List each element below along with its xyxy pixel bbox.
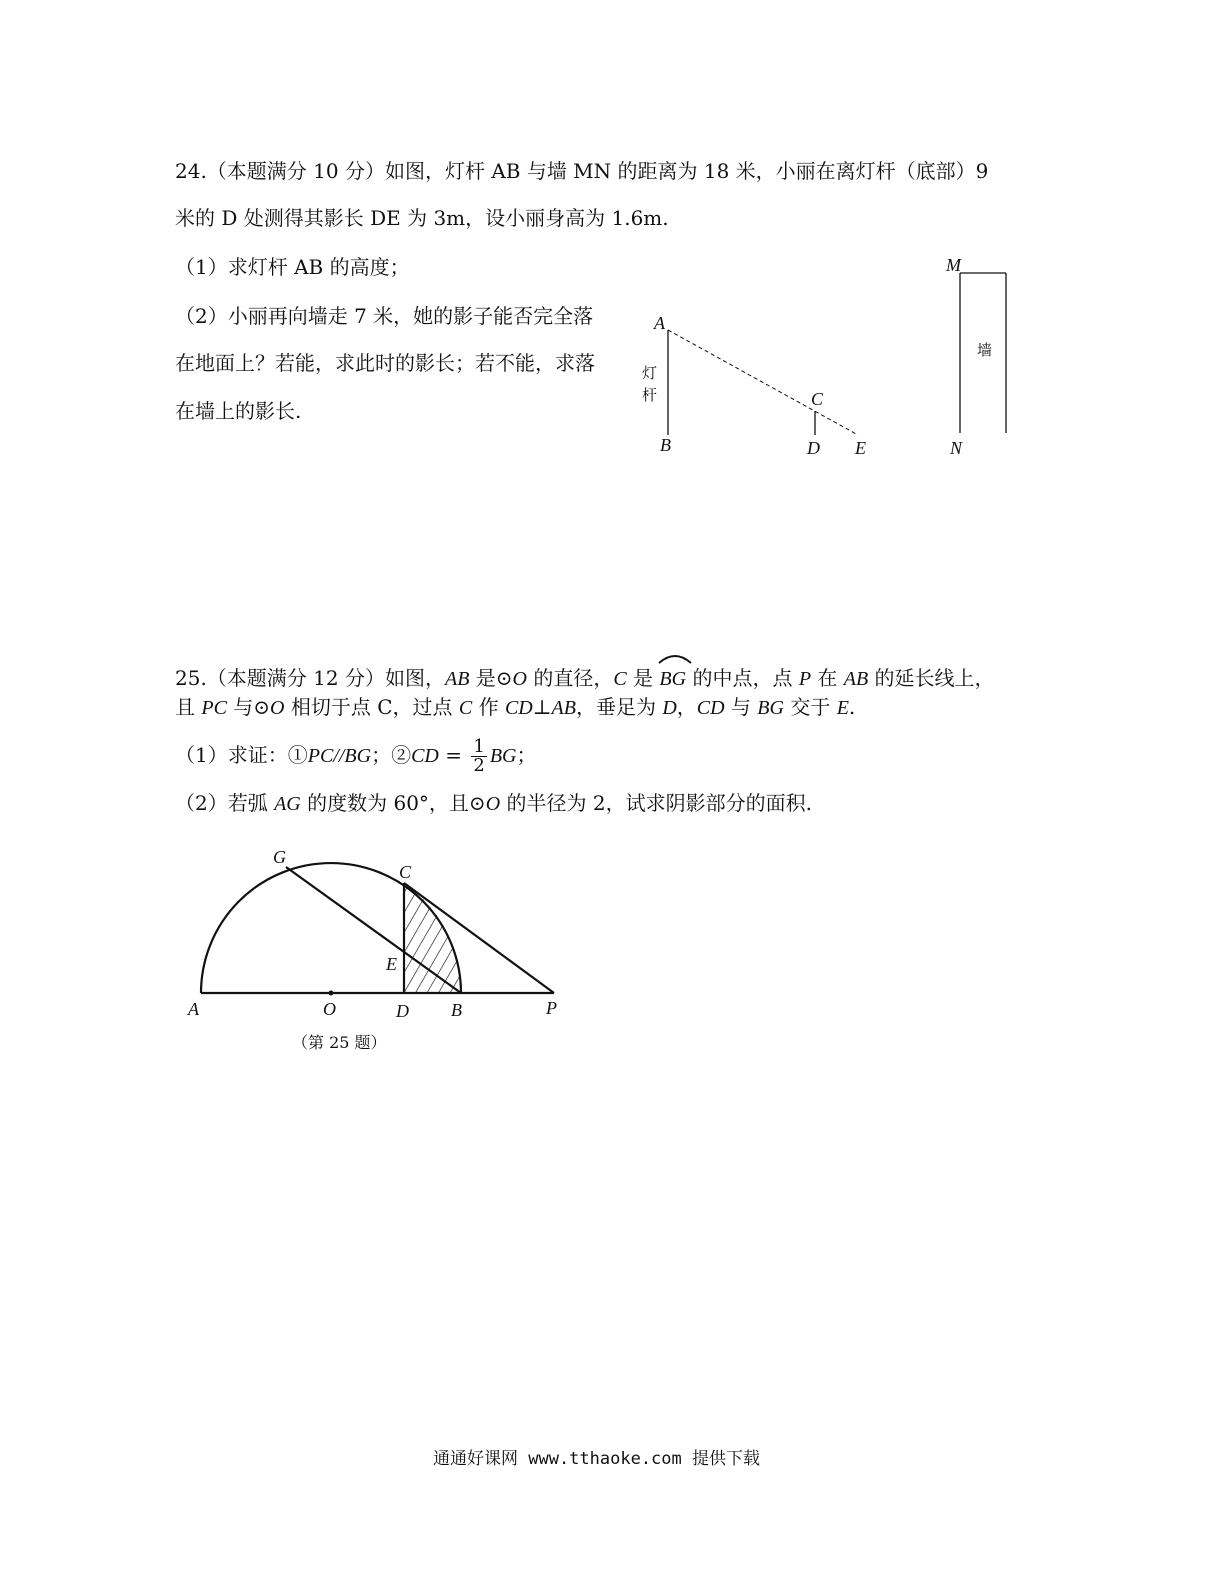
label-g: G	[273, 847, 286, 867]
q25-line-1: 25.（本题满分 12 分）如图，AB 是⊙O 的直径，C 是 BG 的中点，点 P 在 AB 的延长线上，	[175, 662, 995, 692]
q24-part-2-c: 在墙上的影长.	[175, 399, 302, 423]
arc-bg: BG	[659, 662, 686, 692]
light-ray	[668, 330, 858, 435]
label-b: B	[451, 1000, 462, 1020]
label-d: D	[396, 1001, 409, 1021]
q25-part-2: （2）若弧 AG 的度数为 60°，且⊙O 的半径为 2，试求阴影部分的面积.	[175, 791, 812, 815]
label-m: M	[946, 255, 961, 275]
q24-line-1: 24.（本题满分 10 分）如图，灯杆 AB 与墙 MN 的距离为 18 米，小丽在离灯杆（底部）9	[175, 159, 989, 183]
label-a: A	[188, 999, 199, 1019]
shaded-region	[404, 883, 461, 993]
q25-line-2: 且 PC 与⊙O 相切于点 C，过点 C 作 CD⊥AB，垂足为 D，CD 与 BG 交于 E.	[175, 695, 856, 719]
q24-part-2-b: 在地面上？若能，求此时的影长；若不能，求落	[175, 351, 595, 375]
fraction-half: $\frac{1}{2}$	[473, 736, 485, 776]
label-e: E	[855, 438, 866, 458]
pole-label-1: 灯	[642, 364, 658, 382]
q24-figure	[630, 245, 1050, 475]
wall-label: 墙	[977, 341, 993, 359]
label-d: D	[807, 438, 820, 458]
label-n: N	[950, 438, 963, 458]
label-b: B	[660, 435, 671, 455]
label-a: A	[654, 313, 665, 333]
q24-part-2-a: （2）小丽再向墙走 7 米，她的影子能否完全落	[175, 304, 594, 328]
label-o: O	[323, 999, 336, 1019]
label-p: P	[546, 998, 557, 1018]
label-c: C	[399, 862, 412, 882]
pole-label-2: 杆	[642, 386, 658, 404]
footer-source: 通通好课网 www.tthaoke.com 提供下载	[433, 1449, 760, 1469]
q25-caption: （第 25 题）	[292, 1033, 387, 1052]
q25-figure	[180, 840, 580, 1030]
arc-mark-icon	[657, 652, 693, 664]
q25-part-1: （1）求证：①PC//BG；②CD = $\frac{1}{2}$ BG；	[175, 736, 537, 776]
label-c: C	[811, 389, 824, 409]
q24-part-1: （1）求灯杆 AB 的高度；	[175, 255, 410, 279]
q24-line-2: 米的 D 处测得其影长 DE 为 3m，设小丽身高为 1.6m.	[175, 206, 669, 230]
center-o	[329, 991, 334, 996]
label-e: E	[386, 954, 397, 974]
